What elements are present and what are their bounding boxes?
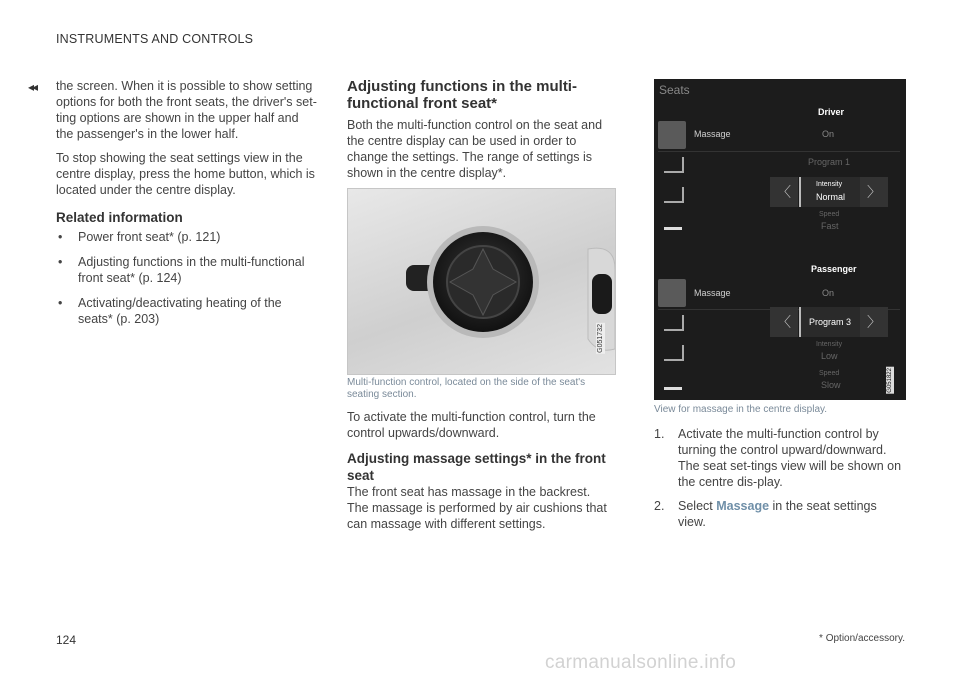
driver-on-value: On [822, 129, 835, 139]
step-2: 2. Select Massage in the seat settings view. [654, 499, 877, 529]
next-arrow-button[interactable]: 〉 [860, 177, 888, 207]
paragraph-continued: the screen. When it is possible to show setting options for both the front seats, the driver's set-ting options are shown in the upper half and the passenger's in the lower half. [56, 79, 317, 141]
image-code: G051732 [597, 324, 604, 353]
seat-backrest-icon[interactable] [664, 157, 684, 173]
passenger-massage-label[interactable]: Massage [694, 288, 731, 298]
paragraph-intro: Both the multi-function control on the seat and the centre display can be used in order to change the settings. The range of settings is shown in the centre display*. [347, 118, 603, 180]
watermark: carmanualsonline.info [545, 652, 737, 673]
driver-label: Driver [818, 107, 845, 117]
related-information-list [56, 229, 318, 327]
massage-icon[interactable] [658, 279, 686, 307]
next-arrow-button[interactable]: 〉 [860, 307, 888, 337]
column-2 [347, 78, 614, 181]
passenger-intensity-value: Low [821, 351, 838, 361]
passenger-on-value: On [822, 288, 835, 298]
seat-cushion-icon[interactable] [664, 217, 682, 230]
related-link[interactable]: • Power front seat* (p. 121) [58, 230, 221, 244]
section-heading: Adjusting functions in the multi-functional front seat* [347, 78, 577, 112]
column-1 [56, 78, 318, 336]
paragraph-stop-showing: To stop showing the seat settings view in the centre display, press the home button, which is located under the centre display. [56, 151, 315, 197]
driver-massage-label[interactable]: Massage [694, 129, 731, 139]
passenger-speed-label: Speed [819, 370, 840, 377]
massage-icon[interactable] [658, 121, 686, 149]
step-1: 1. Activate the multi-function control by turning the control upward/downward. The seat set-tings view will be shown on the centre dis-play. [654, 427, 902, 489]
control-knob-illustration [348, 189, 615, 374]
driver-speed-label: Speed [819, 211, 840, 218]
seat-lumbar-icon[interactable] [664, 187, 684, 203]
passenger-program: Program 3 [809, 317, 852, 327]
passenger-intensity-label: Intensity [816, 341, 843, 348]
screen-title: Seats [659, 83, 690, 97]
page-number: 124 [56, 633, 77, 647]
seat-cushion-icon[interactable] [664, 377, 682, 390]
image-code: G051822 [887, 368, 893, 393]
driver-speed-value: Fast [821, 221, 839, 231]
massage-ui-term: Massage [716, 499, 770, 513]
driver-program: Program 1 [808, 157, 851, 167]
prev-arrow-button[interactable]: 〈 [770, 307, 798, 337]
column-3 [654, 404, 906, 530]
paragraph-activate: To activate the multi-function control, turn the control upwards/downward. [347, 410, 596, 440]
centre-display-screenshot [654, 79, 906, 400]
prev-arrow-button[interactable]: 〈 [770, 177, 798, 207]
related-link[interactable]: • Adjusting functions in the multi-functional front seat* (p. 124) [58, 255, 305, 285]
column-2-lower [347, 377, 614, 532]
seat-backrest-icon[interactable] [664, 315, 684, 331]
photo-caption: Multi-function control, located on the side of the seat's seating section. [347, 377, 586, 400]
multi-function-control-photo [347, 188, 616, 375]
related-information-heading: Related information [56, 210, 183, 225]
related-link[interactable]: • Activating/deactivating heating of the seats* (p. 203) [58, 296, 282, 326]
footnote: * Option/accessory. [819, 633, 905, 644]
screen-caption: View for massage in the centre display. [654, 404, 828, 415]
passenger-label: Passenger [811, 264, 857, 274]
continued-from-previous-icon: ◂◂ [28, 80, 37, 94]
page-header: INSTRUMENTS AND CONTROLS [56, 32, 254, 46]
passenger-speed-value: Slow [821, 380, 841, 390]
driver-intensity-value: Normal [816, 192, 846, 202]
massage-heading: Adjusting massage settings* in the front seat [347, 451, 606, 483]
paragraph-massage: The front seat has massage in the backrest. The massage is performed by air cushions that can massage with different settings. [347, 485, 607, 531]
driver-intensity-label: Intensity [816, 181, 843, 188]
seat-lumbar-icon[interactable] [664, 345, 684, 361]
